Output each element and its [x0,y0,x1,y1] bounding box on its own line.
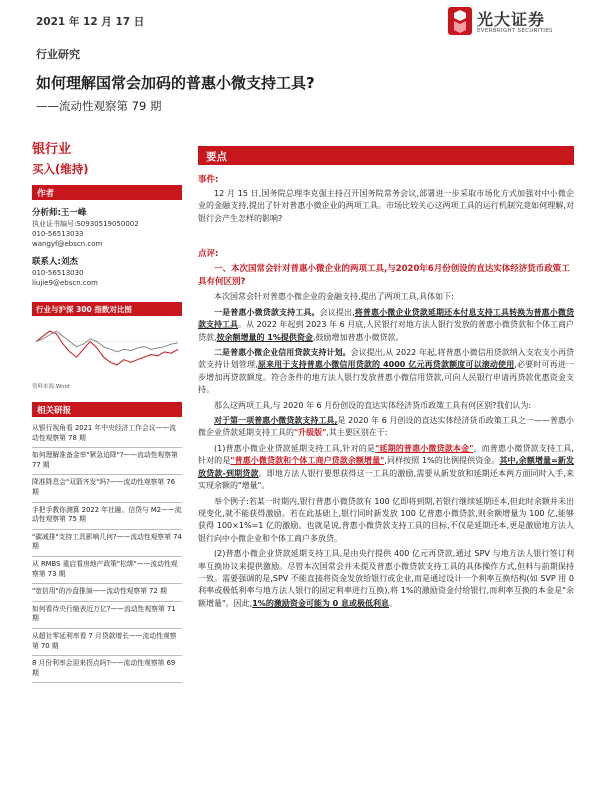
text-span: 。从 2022 年起到 2023 年 6 月底,人民银行对地方法人银行发放的普惠小微贷款和个体工商户贷款, [198,320,574,342]
paragraph-tool-1 [198,307,574,344]
related-reports-list [32,421,182,683]
analyst-info [32,208,182,288]
author-header: 作者 [32,185,182,200]
text-span: (1)普惠小微企业贷款延期支持工具,针对的是 [214,443,376,453]
text-span: ,鼓励增加普惠小微贷款。 [312,332,404,342]
upgrade-label: "升级版" [294,428,327,438]
paragraph-difference-1 [198,443,574,493]
related-report-item[interactable]: 降准降息会"双箭齐发"吗?——流动性观察第 76 期 [32,475,182,502]
related-reports-header: 相关研报 [32,402,182,417]
event-label: 事件: [198,175,219,185]
chart-area [32,316,182,380]
contact-email[interactable]: liujie9@ebscn.com [32,279,98,287]
text-span: 。 [388,598,397,608]
brand-logo [447,6,567,40]
rating-label: 买入(维持) [32,162,89,176]
main-content [198,146,574,610]
related-report-item[interactable]: "宽信用"的沙盘推演——流动性观察第 72 期 [32,584,182,602]
analyst-cert: 执业证书编号:S0930519050002 [32,220,139,228]
logo-en: EVERBRIGHT SECURITIES [477,28,553,34]
paragraph-question: 那么这两项工具,与 2020 年 6 月份创设的直达实体经济货币政策工具有何区别?我们认为: [214,400,532,410]
text-span: 是 2020 年 6 月创设的直达实体经济货币政策工具之一——普惠小微企业贷款延期支持工具的 [198,416,574,438]
related-report-item[interactable]: 8 月份利率会迎来拐点吗?——流动性观察第 69 期 [32,656,182,683]
increment-formula: 其中,余额增量=新发放贷款-到期贷款 [198,456,575,478]
chart-title: 行业与沪深 300 指数对比图 [32,302,182,316]
section-heading-1: 一、本次国常会针对普惠小微企业的两项工具,与2020年6月份创设的直达实体经济货币政策工具有何区别? [198,264,570,287]
text-span: 会议提出,从 2022 年起,将普惠小微信用贷款纳入支农支小再贷款支持计划管理, [198,348,575,370]
key-points-header: 要点 [198,146,574,165]
related-report-item[interactable]: 从超社零延利率看 7 月贷款增长——流动性观察第 70 期 [32,629,182,656]
review-label: 点评: [198,249,219,260]
text-span: ,其主要区别在于: [326,428,388,438]
analyst-name: 分析师:王一峰 [32,208,87,218]
event-paragraph: 12 月 15 日,国务院总理李克强主持召开国务院常务会议,部署进一步采取市场化方式加强对中小微企业的金融支持,提出了针对普惠小微企业的两项工具。市场比较关心这两项工具的运行机制究竟如何理解,对银行会产生怎样的影响? [198,189,574,223]
tool-2-highlight: 原来用于支持普惠小微信用贷款的 4000 亿元再贷款额度可以滚动使用 [257,360,515,370]
contact-phone: 010-56513030 [32,269,84,277]
chart-svg [32,316,182,380]
text-span: 会议提出, [319,307,355,317]
report-category: 行业研究 [36,48,80,61]
tool-1-rate: 按余额增量的 1%提供资金 [216,332,313,342]
paragraph-example: 举个例子:若某一时期内,银行普惠小微贷款有 100 亿即将到期,若银行继续延期还本,但此时余额并未出现变化,就不能获得激励。若在此基础上,银行同时新发放 100 亿普惠小微贷款,则余额增量为 100 亿,能够获得 100×1%=1 亿的激励。也就是说,普惠小微贷款支持工具的目标,不仅是延期还本,更是激励地方法人银行向中小微企业和个体工商户多放贷。 [198,496,574,543]
chart-source: 资料来源:Wind [32,384,70,390]
related-report-item[interactable]: 手把手教你测算 2022 年社融、信贷与 M2——流动性观察第 75 期 [32,503,182,530]
tool-1-highlight: 将普惠小微企业贷款延期还本付息支持工具转换为普惠小微贷款支持工具 [198,307,575,330]
tool-1-title: 一是普惠小微贷款支持工具。 [214,307,320,317]
text-span: 。即地方法人银行要想获得这一工具的激励,需要从新发放和延期还本两方面同时入手,来实现余额的"增量"。 [198,468,574,491]
industry-name: 银行业 [32,142,72,157]
sidebar [32,138,182,683]
paragraph-tool-2 [198,347,574,397]
comparison-lead: 对于第一项普惠小微贷款支持工具, [214,416,338,426]
everbright-logo-icon [447,6,473,36]
tool-2-title: 二是普惠小微企业信用贷款支持计划。 [214,348,351,358]
analyst-email[interactable]: wangyf@ebscn.com [32,240,103,248]
page-title: 如何理解国常会加码的普惠小微支持工具? [36,74,315,92]
related-report-item[interactable]: 从 RMBS 重启看房地产政策"松绑"——流动性观察第 73 期 [32,557,182,584]
text-span: ,必要时可再进一步增加再贷款额度。符合条件的地方法人银行发放普惠小微信用贷款,可向人民银行申请再贷款优惠资金支持。 [198,360,575,395]
text-span: (2)普惠小微企业贷款延期支持工具,是由央行提供 400 亿元再贷款,通过 SPV 与地方法人银行签订利率互换协议来提供激励。尽管本次国常会并未提及普惠小微贷款支持工具的具体操作方式,但料与前期保持一致。需要强调的是,SPV 不能直接将资金发放给银行或企业,而是通过设计一个利率互换结构(如 SVP 用 0 利率或极低利率与地方法人银行的固定利率进行互换),将 1%的激励资金付给银行,而利率互换的本金是"余额增量"。因此, [198,549,574,608]
related-report-item[interactable]: 如何看待央行缩表近万亿?——流动性观察第 71 期 [32,602,182,629]
paragraph-difference-2 [198,548,574,610]
contact-name: 联系人:刘杰 [32,257,78,267]
related-report-item[interactable]: "碳减排"支持工具影响几何?——流动性观察第 74 期 [32,530,182,557]
paragraph-intro: 本次国常会针对普惠小微企业的金融支持,提出了两项工具,具体如下: [214,292,454,302]
related-report-item[interactable]: 从银行视角看 2021 年中央经济工作会议——流动性观察第 78 期 [32,421,182,448]
report-date: 2021 年 12 月 17 日 [36,16,145,28]
text-span: 。而普惠小微贷款支持工具,针对的是 [198,443,574,466]
deferred-principal-label: "延期的普惠小微贷款本金" [375,443,474,453]
interest-highlight: 1%的激励资金可能为 0 息或极低利息 [252,598,389,608]
text-span: ,同样按照 1%的比例提供资金。 [384,456,500,466]
page-subtitle: ——流动性观察第 79 期 [36,99,162,113]
analyst-phone: 010-56513033 [32,230,84,238]
logo-name: 光大证券 [477,10,546,29]
paragraph-comparison [198,415,574,440]
related-report-item[interactable]: 如何理解准备金率"紧急迫降"?——流动性观察第 77 期 [32,448,182,475]
index-comparison-chart [32,302,182,390]
balance-increment-label: "普惠小微贷款和个体工商户贷款余额增量" [230,456,385,466]
